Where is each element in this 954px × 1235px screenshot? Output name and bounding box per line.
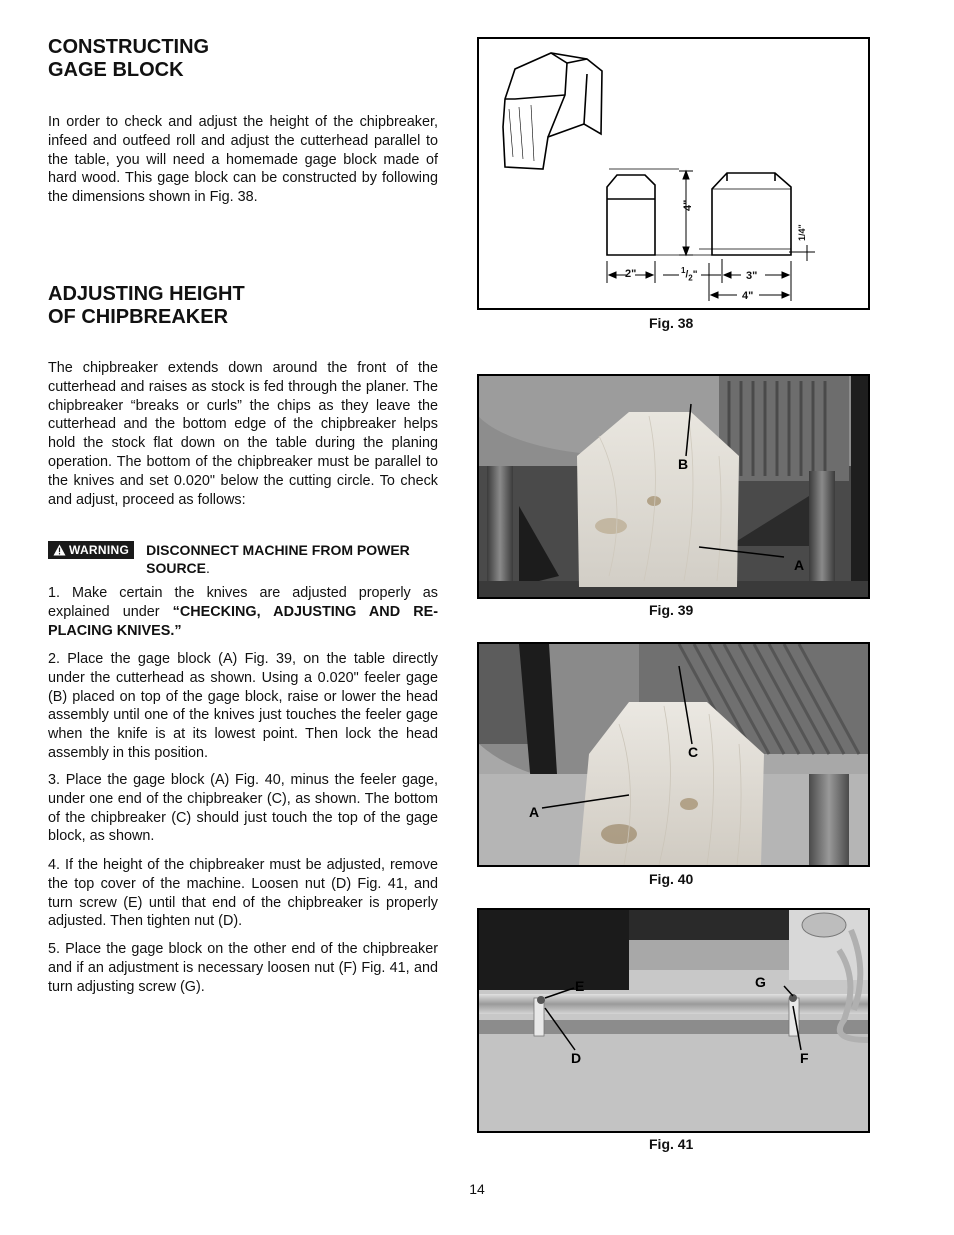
step-4: 4. If the height of the chipbreaker must be adjusted, remove the top cover of the machine. Loosen nut (D) Fig. 41, and turn screw (E) until that end of the chipbreaker is properly adjusted. Then tighten nut (D). — [48, 857, 438, 930]
step-1: 1. Make certain the knives are adjusted properly as explained under “CHECKING, ADJUSTING AND RE-PLACING KNIVES.” — [48, 585, 438, 639]
fig38-gage-block-drawing — [477, 37, 870, 310]
dim-4in-bottom: 4" — [742, 290, 754, 302]
fig40-label-a: A — [529, 804, 540, 820]
fig41-label-f: F — [800, 1050, 809, 1066]
fig41-label-d: D — [571, 1050, 582, 1066]
fig38-caption: Fig. 38 — [649, 315, 694, 331]
fig41-scene — [479, 910, 868, 1131]
fig40-caption: Fig. 40 — [649, 871, 694, 887]
fig39-scene — [479, 376, 868, 597]
step-2: 2. Place the gage block (A) Fig. 39, on the table directly under the cutterhead as shown. Using a 0.020" feeler gage (B) placed on top of the gage block, raise or lower the head assembly until one of the knives just touches the feeler gage when the knife is at its lowest point. Then lock the head assembly in this position. — [48, 651, 438, 761]
dim-half-inch: $^1/_2$" — [681, 266, 698, 283]
warning-triangle-icon — [53, 544, 66, 556]
fig41-caption: Fig. 41 — [649, 1136, 694, 1152]
fig39-label-b: B — [678, 456, 689, 472]
fig41-label-e: E — [575, 978, 585, 994]
warning-text: DISCONNECT MACHINE FROM POWER SOURCE. — [146, 542, 410, 576]
dim-2in: 2" — [625, 268, 637, 280]
dim-3in: 3" — [746, 270, 758, 282]
fig40-scene — [479, 644, 868, 865]
chipbreaker-intro-paragraph: The chipbreaker extends down around the front of the cutterhead and raises as stock is fed through the planer. The chipbreaker “breaks or curls” the chips as they leave the cutterhead and the bottom edge of the chipbreaker helps hold the stock flat down on the table during the planing operation. The bottom of the chipbreaker must be parallel to the knives and set 0.020" below the cutting circle. To check and adjust, proceed as follows: — [48, 360, 438, 508]
fig40-label-c: C — [688, 744, 699, 760]
page-number: 14 — [469, 1181, 485, 1197]
fig40-photo — [477, 642, 870, 867]
section-title-gage-block: CONSTRUCTING GAGE BLOCK — [48, 36, 210, 81]
fig39-photo — [477, 374, 870, 599]
fig41-photo — [477, 908, 870, 1133]
warning-block — [48, 541, 438, 577]
section-title-chipbreaker: ADJUSTING HEIGHT OF CHIPBREAKER — [48, 283, 245, 328]
fig39-caption: Fig. 39 — [649, 602, 694, 618]
dim-4in-height: 4" — [682, 199, 694, 211]
step-5: 5. Place the gage block on the other end of the chipbreaker and if an adjustment is necessary loosen nut (F) Fig. 41, and turn adjusting screw (G). — [48, 941, 438, 995]
fig39-label-a: A — [794, 557, 805, 573]
warning-badge: WARNING — [48, 541, 134, 559]
dim-quarter-inch: 1/4" — [797, 224, 807, 241]
gage-block-diagram — [479, 39, 868, 308]
step-3: 3. Place the gage block (A) Fig. 40, minus the feeler gage, under one end of the chipbreaker (C), as shown. The bottom of the chipbreaker (C) should just touch the top of the gage block, as shown. — [48, 772, 438, 845]
gage-block-paragraph: In order to check and adjust the height of the chipbreaker, infeed and outfeed roll and adjust the cutterhead parallel to the table, you will need a homemade gage block made of hard wood. This gage block can be constructed by following the dimensions shown in Fig. 38. — [48, 114, 438, 206]
fig41-label-g: G — [755, 974, 766, 990]
